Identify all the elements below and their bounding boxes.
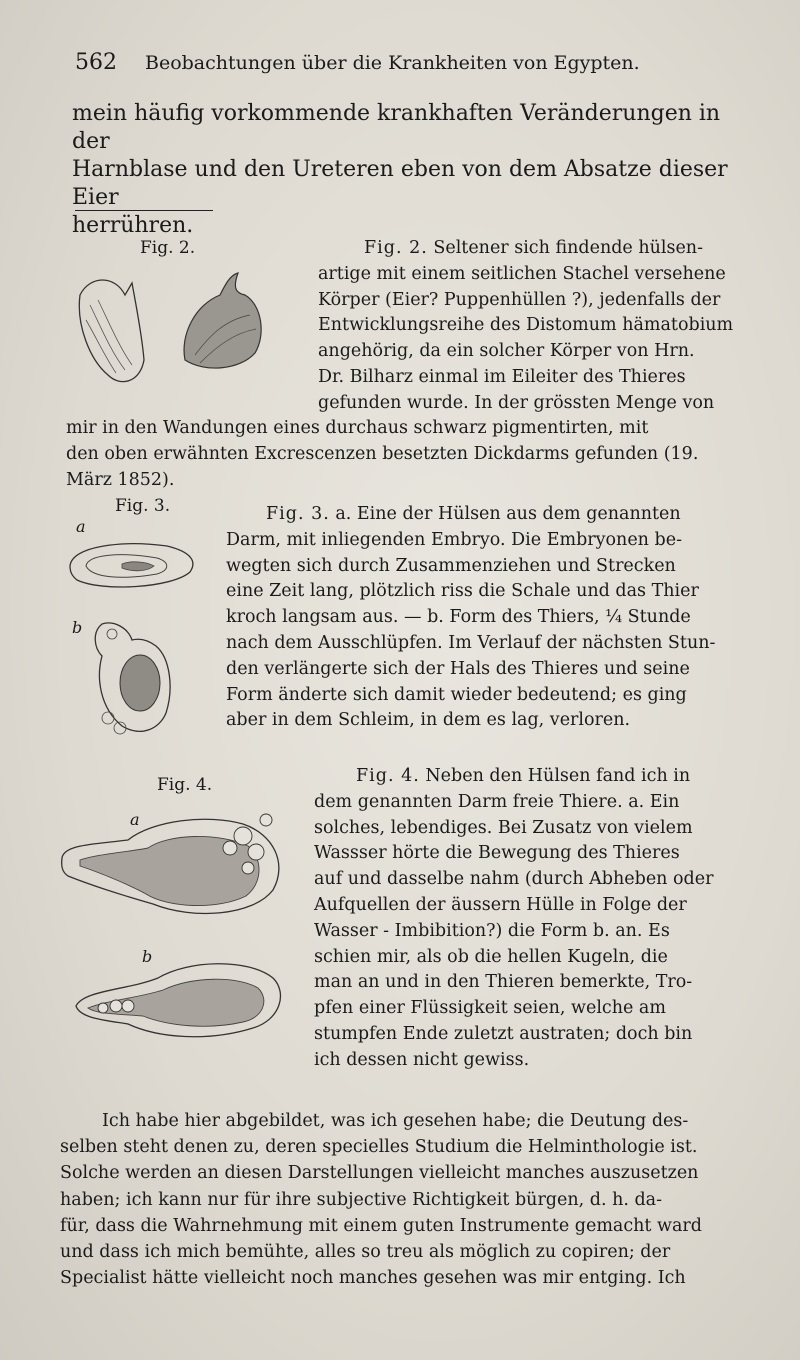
caption-line: man an und in den Thieren bemerkte, Tro- <box>314 972 693 993</box>
fig4-label: Fig. 4. <box>157 775 213 795</box>
caption-line: pfen einer Flüssigkeit seien, welche am <box>314 998 666 1019</box>
fig4-letter-a: a <box>130 810 140 829</box>
caption-line: März 1852). <box>66 469 175 490</box>
caption-line: dem genannten Darm freie Thiere. a. Ein <box>314 791 680 812</box>
caption-line: Wassser hörte die Bewegung des Thieres <box>314 843 680 864</box>
intro-line: Harnblase und den Ureteren eben von dem Absatze dieser Eier <box>72 157 728 210</box>
caption-line: Darm, mit inliegenden Embryo. Die Embryonen be- <box>226 529 682 550</box>
fig3-illustration <box>62 528 212 748</box>
intro-paragraph <box>72 100 762 240</box>
caption-line: gefunden wurde. In der grössten Menge von <box>318 392 715 413</box>
caption-line: eine Zeit lang, plötzlich riss die Schale und das Thier <box>226 581 699 602</box>
fig4-caption-first-line <box>314 764 740 790</box>
fig4-letter-b: b <box>142 947 153 966</box>
closing-line: Solche werden an diesen Darstellungen vielleicht manches auszusetzen <box>60 1163 699 1184</box>
caption-line: den oben erwähnten Excrescenzen besetzten Dickdarms gefunden (19. <box>66 443 699 464</box>
closing-line: für, dass die Wahrnehmung mit einem guten Instrumente gemacht ward <box>60 1215 702 1236</box>
fig3-letter-a: a <box>76 517 86 536</box>
running-title: Beobachtungen über die Krankheiten von Egypten. <box>145 52 640 74</box>
caption-line: mir in den Wandungen eines durchaus schwarz pigmentirten, mit <box>66 418 649 438</box>
fig2-caption <box>318 236 740 417</box>
fig2-label: Fig. 2. <box>140 238 196 258</box>
caption-line: Entwicklungsreihe des Distomum hämatobium <box>318 315 734 336</box>
closing-line: haben; ich kann nur für ihre subjective Richtigkeit bürgen, d. h. da- <box>60 1189 663 1210</box>
fig2-drawing <box>70 265 280 395</box>
fig3-letter-b: b <box>72 618 83 637</box>
closing-line: Ich habe hier abgebildet, was ich gesehen habe; die Deutung des- <box>102 1111 689 1131</box>
fig4-caption <box>314 764 740 1074</box>
caption-line: auf und dasselbe nahm (durch Abheben oder <box>314 869 714 890</box>
closing-line: selben steht denen zu, deren specielles Studium die Helminthologie ist. <box>60 1137 698 1158</box>
caption-line: nach dem Ausschlüpfen. Im Verlauf der nächsten Stun- <box>226 632 716 653</box>
closing-paragraph <box>60 1108 744 1291</box>
fig4-caption-ref: Fig. 4. <box>356 766 420 786</box>
caption-line: angehörig, da ein solcher Körper von Hrn. <box>318 341 695 362</box>
caption-line: artige mit einem seitlichen Stachel versehene <box>318 263 726 284</box>
caption-line: ich dessen nicht gewiss. <box>314 1049 530 1070</box>
caption-line: den verlängerte sich der Hals des Thieres und seine <box>226 658 690 679</box>
caption-line: Körper (Eier? Puppenhüllen ?), jedenfalls der <box>318 289 721 310</box>
fig3-drawing <box>62 528 212 748</box>
page-number: 562 <box>75 50 117 75</box>
intro-line: herrühren. <box>72 213 194 238</box>
fig3-label: Fig. 3. <box>115 496 171 516</box>
caption-line: Seltener sich findende hülsen- <box>433 238 703 258</box>
caption-line: a. Eine der Hülsen aus dem genannten <box>335 504 681 524</box>
fig4-drawing <box>58 808 298 1058</box>
running-header <box>75 50 725 75</box>
caption-line: aber in dem Schleim, in dem es lag, verloren. <box>226 710 631 731</box>
fig3-caption-first-line <box>226 502 740 528</box>
fig3-caption-ref: Fig. 3. <box>266 504 330 524</box>
caption-line: Form änderte sich damit wieder bedeutend; es ging <box>226 684 687 705</box>
section-divider <box>75 210 213 211</box>
caption-line: wegten sich durch Zusammenziehen und Strecken <box>226 555 676 576</box>
caption-line: stumpfen Ende zuletzt austraten; doch bin <box>314 1023 693 1044</box>
caption-line: Aufquellen der äussern Hülle in Folge der <box>314 894 687 915</box>
caption-line: solches, lebendiges. Bei Zusatz von vielem <box>314 817 693 838</box>
closing-line: und dass ich mich bemühte, alles so treu als möglich zu copiren; der <box>60 1242 671 1263</box>
fig3-caption <box>226 502 740 734</box>
fig2-illustration <box>70 265 280 395</box>
fig2-caption-ref: Fig. 2. <box>364 238 428 258</box>
fig2-caption-first-line <box>318 236 740 262</box>
caption-line: Dr. Bilharz einmal im Eileiter des Thieres <box>318 366 686 387</box>
intro-line: mein häufig vorkommende krankhaften Veränderungen in der <box>72 101 721 154</box>
caption-line: Wasser - Imbibition?) die Form b. an. Es <box>314 920 670 941</box>
caption-line: kroch langsam aus. — b. Form des Thiers, ¼ Stunde <box>226 607 691 628</box>
closing-line: Specialist hätte vielleicht noch manches gesehen was mir entging. Ich <box>60 1268 686 1289</box>
fig2-caption-continued <box>66 416 740 493</box>
fig4-illustration <box>58 808 298 1058</box>
caption-line: Neben den Hülsen fand ich in <box>425 766 691 786</box>
caption-line: schien mir, als ob die hellen Kugeln, die <box>314 946 668 967</box>
